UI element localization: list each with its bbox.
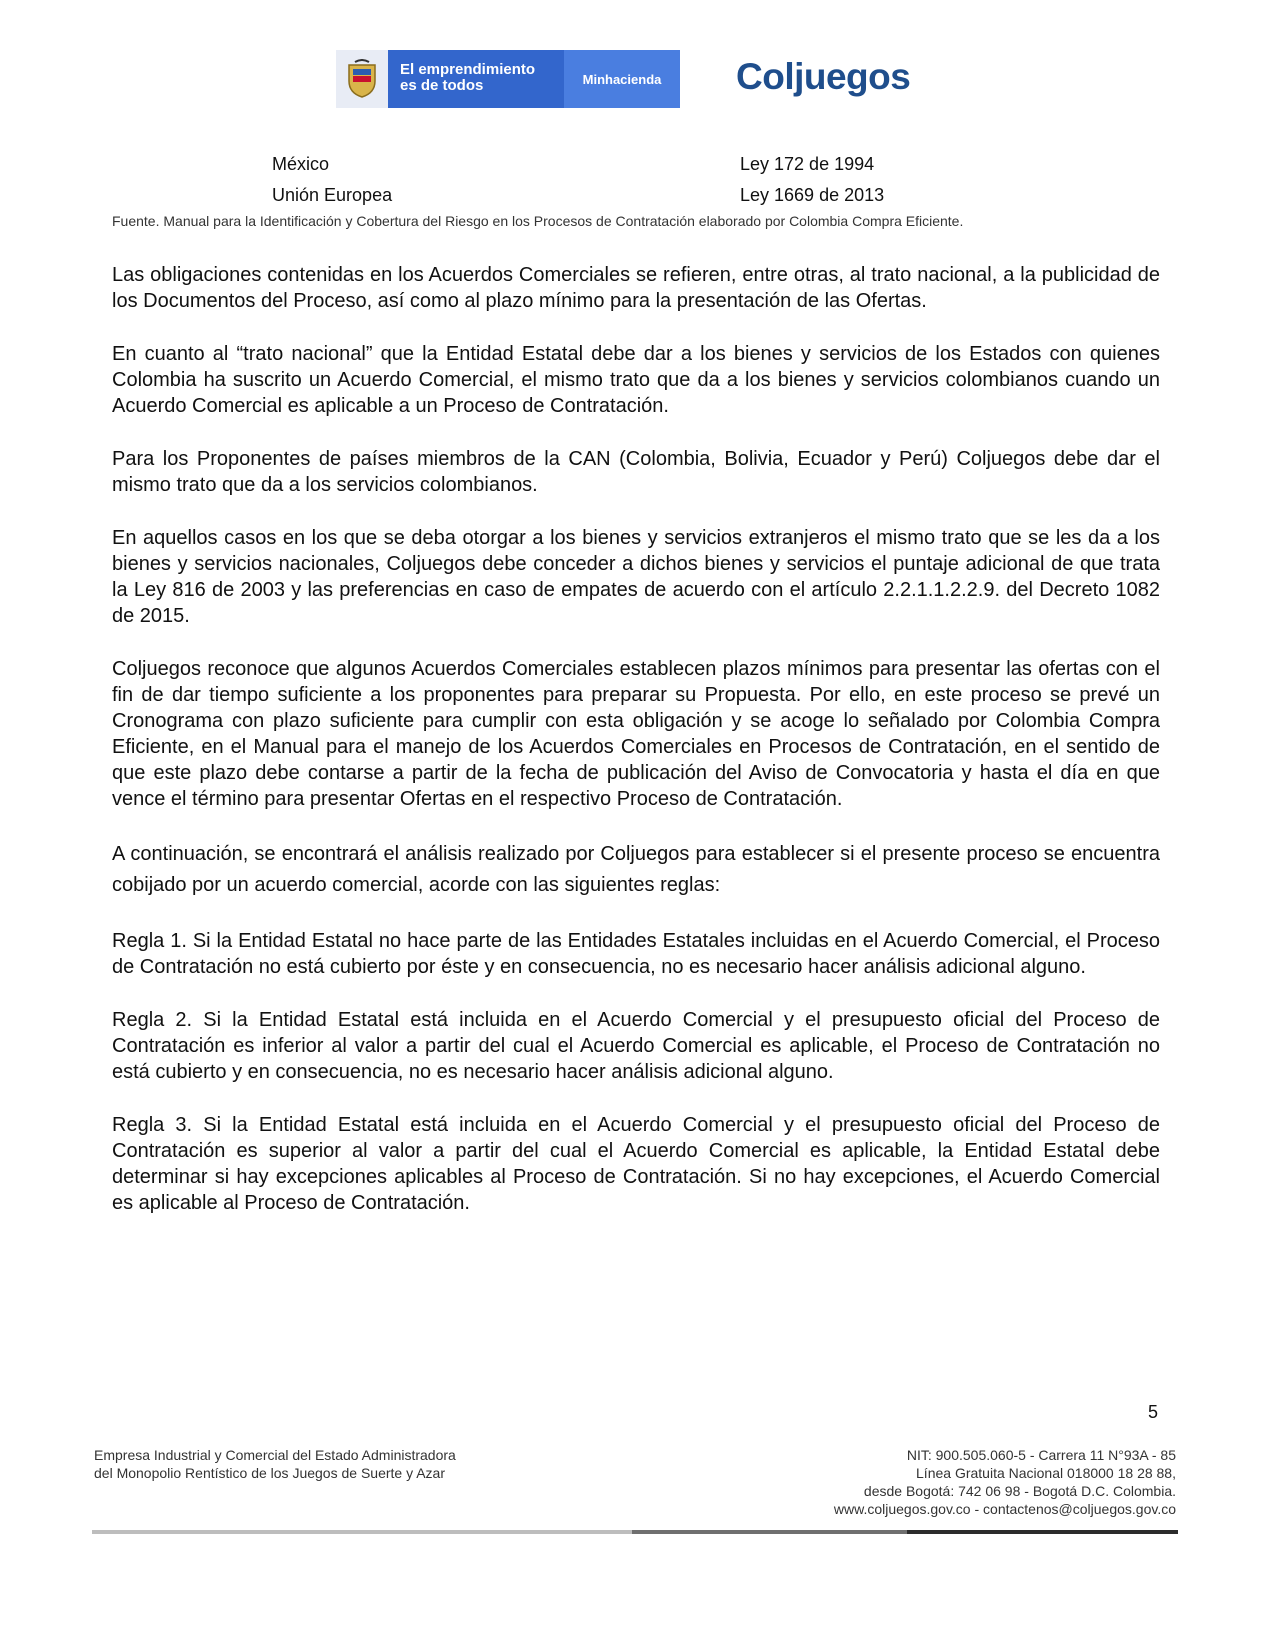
ministry-label: Minhacienda bbox=[564, 50, 680, 108]
body-text bbox=[112, 262, 1160, 1243]
footer-divider bbox=[92, 1530, 1178, 1534]
paragraph: En aquellos casos en los que se deba otorgar a los bienes y servicios extranjeros el mismo trato que se les da a los bienes y servicios nacionales, Coljuegos debe conceder a dichos bienes y servicios el puntaje adicional de que trata la Ley 816 de 2003 y las preferencias en caso de empates de acuerdo con el artículo 2.2.1.1.2.2.9. del Decreto 1082 de 2015. bbox=[112, 527, 1160, 627]
footer-company-name: Empresa Industrial y Comercial del Estado Administradora del Monopolio Rentístico de los Juegos de Suerte y Azar bbox=[94, 1447, 456, 1481]
rule-paragraph: Regla 3. Si la Entidad Estatal está incluida en el Acuerdo Comercial y el presupuesto oficial del Proceso de Contratación es superior al valor a partir del cual el Acuerdo Comercial es aplicable, la Entidad Estatal debe determinar si hay excepciones aplicables al Proceso de Contratación. Si no hay excepciones, el Acuerdo Comercial es aplicable al Proceso de Contratación. bbox=[112, 1114, 1160, 1214]
agreement-country: Unión Europea bbox=[272, 185, 393, 205]
coat-of-arms-icon bbox=[336, 50, 388, 108]
table-source-note: Fuente. Manual para la Identificación y Cobertura del Riesgo en los Procesos de Contratación elaborado por Colombia Compra Eficiente. bbox=[112, 213, 964, 229]
page-number: 5 bbox=[1148, 1402, 1159, 1422]
page-header bbox=[0, 0, 1275, 120]
table-row bbox=[0, 152, 1275, 183]
paragraph: Coljuegos reconoce que algunos Acuerdos Comerciales establecen plazos mínimos para presentar las ofertas con el fin de dar tiempo suficiente a los proponentes para preparar su Propuesta. Por ello, en este proceso se prevé un Cronograma con plazo suficiente para cumplir con esta obligación y se acoge lo señalado por Colombia Compra Eficiente, en el Manual para el manejo de los Acuerdos Comerciales en Procesos de Contratación, en el sentido de que este plazo debe contarse a partir de la fecha de publicación del Aviso de Convocatoria y hasta el día en que vence el término para presentar Ofertas en el respectivo Proceso de Contratación. bbox=[112, 658, 1160, 810]
brand-name: Coljuegos bbox=[736, 56, 911, 97]
rule-paragraph: Regla 1. Si la Entidad Estatal no hace parte de las Entidades Estatales incluidas en el Acuerdo Comercial, el Proceso de Contratación no está cubierto por éste y en consecuencia, no es necesario hacer análisis adicional alguno. bbox=[112, 930, 1160, 978]
divider-segment bbox=[92, 1530, 632, 1534]
coljuegos-logo bbox=[736, 56, 910, 98]
agreement-country: México bbox=[272, 154, 330, 174]
agreement-law: Ley 172 de 1994 bbox=[740, 154, 875, 174]
rule-paragraph: Regla 2. Si la Entidad Estatal está incluida en el Acuerdo Comercial y el presupuesto oficial del Proceso de Contratación es inferior al valor a partir del cual el Acuerdo Comercial es aplicable, el Proceso de Contratación no está cubierto y en consecuencia, no es necesario hacer análisis adicional alguno. bbox=[112, 1009, 1160, 1083]
government-logo bbox=[336, 50, 680, 108]
agreement-law: Ley 1669 de 2013 bbox=[740, 185, 885, 205]
paragraph: Para los Proponentes de países miembros de la CAN (Colombia, Bolivia, Ecuador y Perú) Coljuegos debe dar el mismo trato que da a los servicios colombianos. bbox=[112, 448, 1160, 496]
paragraph: Las obligaciones contenidas en los Acuerdos Comerciales se refieren, entre otras, al trato nacional, a la publicidad de los Documentos del Proceso, así como al plazo mínimo para la presentación de las Ofertas. bbox=[112, 264, 1160, 312]
divider-segment bbox=[907, 1530, 1178, 1534]
paragraph: A continuación, se encontrará el análisis realizado por Coljuegos para establecer si el presente proceso se encuentra cobijado por un acuerdo comercial, acorde con las siguientes reglas: bbox=[112, 843, 1160, 896]
footer-contact-info: NIT: 900.505.060-5 - Carrera 11 N°93A - 85 Línea Gratuita Nacional 018000 18 28 88, desde Bogotá: 742 06 98 - Bogotá D.C. Colombia. www.coljuegos.gov.co - contactenos@coljuegos.gov.co bbox=[833, 1447, 1176, 1517]
table-row bbox=[0, 183, 1275, 214]
government-slogan: El emprendimiento es de todos bbox=[400, 61, 536, 94]
paragraph: En cuanto al “trato nacional” que la Entidad Estatal debe dar a los bienes y servicios de los Estados con quienes Colombia ha suscrito un Acuerdo Comercial, el mismo trato que da a los bienes y servicios colombianos cuando un Acuerdo Comercial es aplicable a un Proceso de Contratación. bbox=[112, 343, 1160, 417]
trade-agreements-table-tail bbox=[0, 152, 1275, 214]
divider-segment bbox=[632, 1530, 907, 1534]
